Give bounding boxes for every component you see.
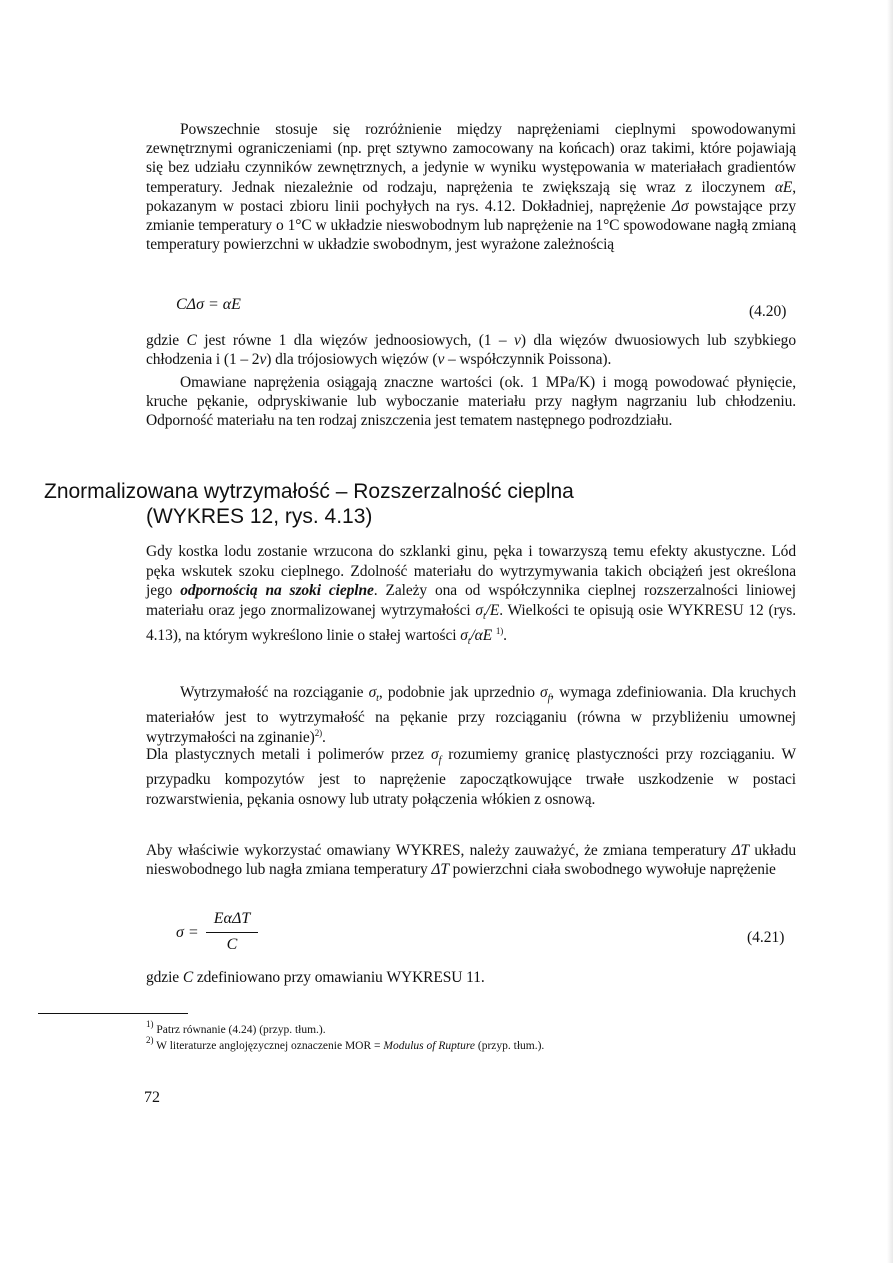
equation-4-21-lhs: σ =	[176, 924, 199, 941]
paragraph-chart-usage: Aby właściwie wykorzystać omawiany WYKRES, należy zauważyć, że zmiana temperatury ΔT układu nieswobodnego lub nagła zmiana temperatury ΔT powierzchni ciała swobodnego wywołuje naprężenie	[146, 842, 796, 879]
section-heading-line2: (WYKRES 12, rys. 4.13)	[146, 505, 373, 528]
equation-4-20: CΔσ = αE	[176, 296, 241, 313]
footnote-2-mark: 2)	[146, 1035, 154, 1045]
footnote-1-mark: 1)	[146, 1019, 154, 1029]
footnote-1-text: Patrz równanie (4.24) (przyp. tłum.).	[156, 1024, 326, 1036]
paragraph-plastic-metals: Dla plastycznych metali i polimerów przez $\sigma_f$ rozumiemy granicę plastyczności przy rozciąganiu. W przypadku kompozytów jest to naprężenie zapoczątkowujące trwałe uszkodzenie w postaci rozwarstwienia, pękania osnowy lub utraty połączenia włókien z osnową.	[146, 746, 797, 808]
footnote-2	[146, 1035, 545, 1054]
paragraph-tensile-strength: Wytrzymałość na rozciąganie $\sigma_t$, podobnie jak uprzednio $\sigma_f$, wymaga zdefiniowania. Dla kruchych materiałów jest to wytrzymałość na pękanie przy rozciąganiu (równa w przybliżeniu umownej wytrzymałości na zginanie)$^{2)}$.	[146, 684, 796, 746]
paragraph-thermal-stress-intro: Powszechnie stosuje się rozróżnienie między naprężeniami cieplnymi spowodowanymi zewnętrznymi ograniczeniami (np. pręt sztywno zamocowany na końcach) oraz takimi, które pojawiają się bez udziału czynników zewnętrznych, a jedynie w wyniku występowania w materiałach gradientów temperatury. Jednak niezależnie od rodzaju, naprężenia te zwiększają się wraz z iloczynem αE, pokazanym w postaci zbioru linii pochyłych na rys. 4.12. Dokładniej, naprężenie Δσ powstające przy zmianie temperatury o 1°C w układzie nieswobodnym lub naprężenie na 1°C spowodowane nagłą zmianą temperatury powierzchni w układzie swobodnym, jest wyrażone zależnością	[146, 121, 796, 254]
equation-4-21-numerator: EαΔT	[213, 910, 251, 927]
equation-4-21-fraction-bar	[206, 932, 258, 933]
paragraph-stress-effects: Omawiane naprężenia osiągają znaczne wartości (ok. 1 MPa/K) i mogą powodować płynięcie, kruche pękanie, odpryskiwanie lub wyboczanie materiału przy nagłym nagrzaniu lub chłodzeniu. Odporność materiału na ten rodzaj zniszczenia jest tematem następnego podrozdziału.	[146, 374, 796, 430]
section-heading-line1: Znormalizowana wytrzymałość – Rozszerzalność cieplna	[44, 480, 574, 503]
equation-number-4-21: (4.21)	[747, 929, 785, 946]
equation-number-4-20: (4.20)	[749, 303, 787, 320]
paragraph-ice-cube-example: Gdy kostka lodu zostanie wrzucona do szklanki ginu, pęka i towarzyszą temu efekty akustyczne. Lód pęka wskutek szoku cieplnego. Zdolność materiału do wytrzymywania takich obciążeń jest określona jego odpornością na szoki cieplne. Zależy ona od współczynnika cieplnej rozszerzalności liniowej materiału oraz jego znormalizowanej wytrzymałości $\sigma_t/E$. Wielkości te opisują osie WYKRESU 12 (rys. 4.13), na którym wykreślono linie o stałej wartości $\sigma_t/\alpha E$ $^{1)}$.	[146, 543, 797, 648]
paragraph-constraint-definition: gdzie C jest równe 1 dla więzów jednoosiowych, (1 – ν) dla więzów dwuosiowych lub szybkiego chłodzenia i (1 – 2ν) dla trójosiowych więzów (ν – współczynnik Poissona).	[146, 332, 796, 369]
paragraph-c-definition: gdzie C zdefiniowano przy omawianiu WYKRESU 11.	[146, 969, 485, 986]
footnote-1	[146, 1019, 326, 1038]
equation-4-21-denominator: C	[226, 936, 238, 953]
footnote-separator	[38, 1013, 188, 1014]
footnote-2-text: W literaturze anglojęzycznej oznaczenie MOR = Modulus of Rupture (przyp. tłum.).	[156, 1040, 545, 1052]
page-number: 72	[144, 1089, 160, 1106]
section-heading	[44, 479, 744, 529]
page-edge-shadow	[887, 0, 893, 1263]
heading-wykres-label: WYKRES	[153, 505, 245, 528]
